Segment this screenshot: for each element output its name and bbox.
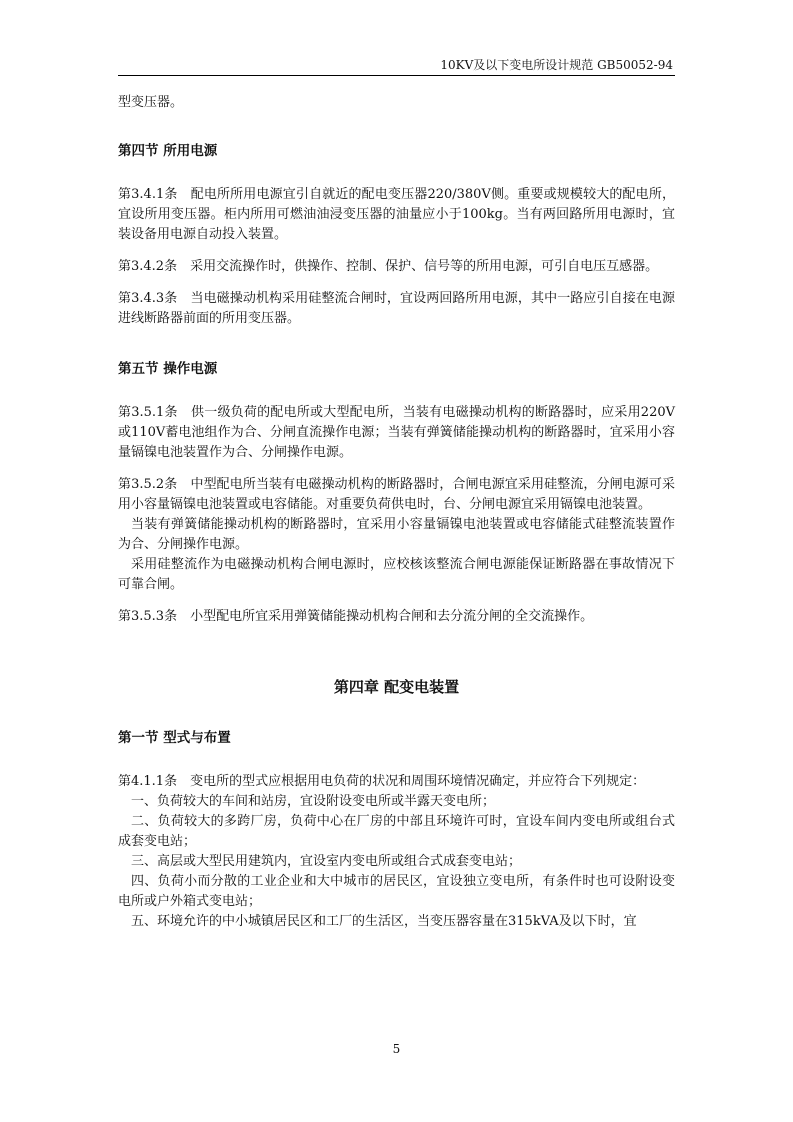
article-3-5-2: 第3.5.2条 中型配电所当装有电磁操动机构的断路器时，合闸电源宜采用硅整流，分闸电源可采用小容量镉镍电池装置或电容储能。对重要负荷供电时，台、分闸电源宜采用镉镍电池装置。 bbox=[118, 477, 675, 512]
article-3-4-1: 第3.4.1条 配电所所用电源宜引自就近的配电变压器220/380V侧。重要或规模较大的配电所，宜设所用变压器。柜内所用可燃油油浸变压器的油量应小于100kg。当有两回路所用电源时，宜装设备用电源自动投入装置。 bbox=[118, 187, 675, 242]
chapter4-section1-title: 第一节 型式与布置 bbox=[118, 730, 231, 746]
article-4-1-1: 第4.1.1条 变电所的型式应根据用电负荷的状况和周围环境情况确定，并应符合下列规定： bbox=[118, 774, 646, 789]
article-3-5-1: 第3.5.1条 供一级负荷的配电所或大型配电所，当装有电磁操动机构的断路器时，应采用220V或110V蓄电池组作为合、分闸直流操作电源；当装有弹簧储能操动机构的断路器时，宜采用小容量镉镍电池装置作为合、分闸操作电源。 bbox=[118, 405, 675, 460]
list-item: 二、负荷较大的多跨厂房，负荷中心在厂房的中部且环境许可时，宜设车间内变电所或组台式成套变电站； bbox=[118, 814, 675, 849]
running-header: 10KV及以下变电所设计规范 GB50052-94 bbox=[440, 58, 673, 72]
section-title-5: 第五节 操作电源 bbox=[118, 361, 218, 377]
article-3-5-2-paragraph-2: 当装有弹簧储能操动机构的断路器时，宜采用小容量镉镍电池装置或电容储能式硅整流装置作为合、分闸操作电源。 bbox=[118, 517, 675, 552]
header-rule bbox=[118, 75, 675, 76]
article-3-4-2: 第3.4.2条 采用交流操作时，供操作、控制、保护、信号等的所用电源，可引自电压互感器。 bbox=[118, 259, 659, 274]
list-item: 三、高层或大型民用建筑内，宜设室内变电所或组合式成套变电站； bbox=[131, 854, 522, 869]
page-number: 5 bbox=[392, 1042, 401, 1056]
list-item: 四、负荷小而分散的工业企业和大中城市的居民区，宜设独立变电所，有条件时也可设附设变电所或户外箱式变电站； bbox=[118, 874, 675, 909]
continued-text: 型变压器。 bbox=[118, 95, 184, 110]
section-title-4: 第四节 所用电源 bbox=[118, 143, 218, 159]
page-body bbox=[118, 93, 675, 932]
article-3-5-2-paragraph-3: 采用硅整流作为电磁操动机构合闸电源时，应校核该整流合闸电源能保证断路器在事故情况下可靠合闸。 bbox=[118, 557, 675, 592]
article-3-4-3: 第3.4.3条 当电磁操动机构采用硅整流合闸时，宜设两回路所用电源，其中一路应引自接在电源进线断路器前面的所用变压器。 bbox=[118, 291, 675, 326]
list-item: 一、负荷较大的车间和站房，宜设附设变电所或半露天变电所； bbox=[131, 794, 496, 809]
article-3-5-3: 第3.5.3条 小型配电所宜采用弹簧储能操动机构合闸和去分流分闸的全交流操作。 bbox=[118, 609, 594, 624]
chapter-title: 第四章 配变电装置 bbox=[333, 678, 460, 696]
list-item: 五、环境允许的中小城镇居民区和工厂的生活区，当变压器容量在315kVA及以下时，宜 bbox=[131, 914, 637, 929]
